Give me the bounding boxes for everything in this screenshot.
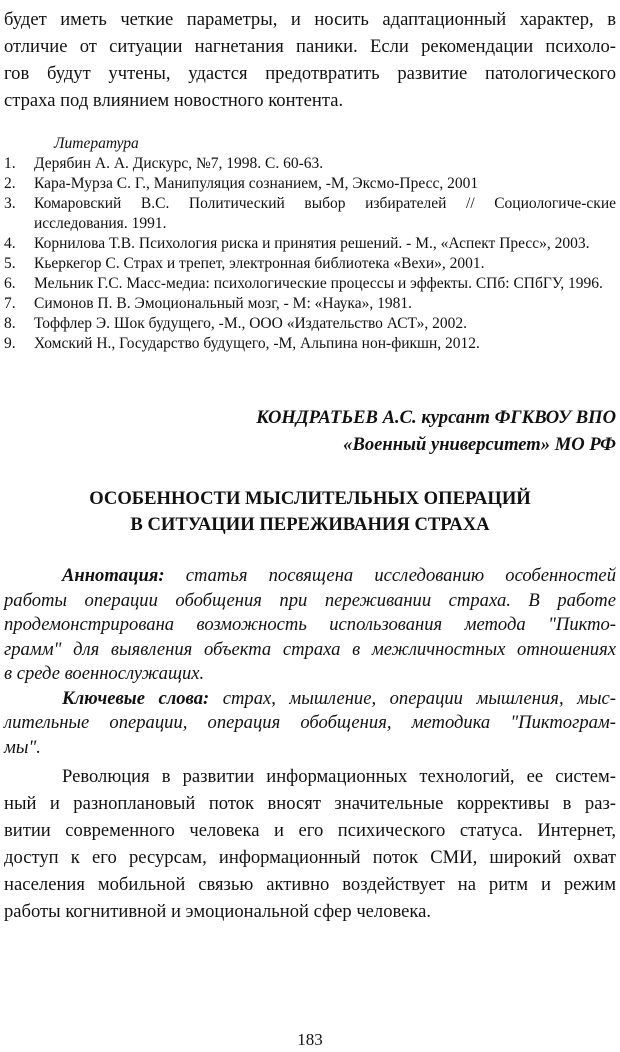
reference-item: 8. Тоффлер Э. Шок будущего, -М., ООО «Издательство АСТ», 2002. [4,315,467,332]
reference-item: 1. Дерябин А. А. Дискурс, №7, 1998. С. 60-63. [4,155,324,172]
text-line: витии современного человека и его психического статуса. Интернет, [4,820,616,841]
reference-item: 9. Хомский Н., Государство будущего, -М, Альпина нон-фикшн, 2012. [4,335,480,352]
text-line: страха под влиянием новостного контента. [4,90,344,111]
reference-item: 5. Кьеркегор С. Страх и трепет, электронная библиотека «Вехи», 2001. [4,255,485,272]
abstract-label: Аннотация: [62,565,165,586]
author-affiliation: «Военный университет» МО РФ [343,434,616,455]
text-line: доступ к его ресурсам, информационный поток СМИ, широкий охват [4,847,616,868]
reference-item: 6. Мельник Г.С. Масс-медиа: психологические процессы и эффекты. СПб: СПбГУ, 1996. [4,275,603,292]
title-line: В СИТУАЦИИ ПЕРЕЖИВАНИЯ СТРАХА [130,514,490,535]
reference-item: 2. Кара-Мурза С. Г., Манипуляция сознанием, -М, Эксмо-Пресс, 2001 [4,175,479,192]
text-line: в среде военнослужащих. [4,663,205,684]
text-line: отличие от ситуации нагнетания паники. Если рекомендации психоло- [4,36,616,57]
text-line: населения мобильной связью активно воздействует на ритм и режим [4,874,616,895]
abstract-first-line: Аннотация: статья посвящена исследованию особенностей [62,565,616,586]
reference-item: 4. Корнилова Т.В. Психология риска и принятия решений. - М., «Аспект Пресс», 2003. [4,235,590,252]
reference-item: 3. Комаровский В.С. Политический выбор избирателей // Социологиче-ские исследования. 1991. [4,195,616,232]
text-line: продемонстрирована возможность использования метода "Пикто- [4,614,616,635]
text-line: лительные операции, операция обобщения, методика "Пиктограм- [4,712,616,733]
text-line: мы". [4,736,41,758]
text-line: гов будут учтены, удастся предотвратить развитие патологического [4,63,616,84]
page-number: 183 [297,1030,323,1049]
page [4,0,616,925]
author-block [4,404,616,458]
title-line: ОСОБЕННОСТИ МЫСЛИТЕЛЬНЫХ ОПЕРАЦИЙ [89,488,531,509]
references-heading: Литература [54,135,139,152]
body-paragraph [4,763,616,925]
abstract-block [4,564,616,760]
keywords-label: Ключевые слова: [62,687,210,709]
intro-paragraph [4,6,616,114]
text-line: Революция в развитии информационных технологий, ее систем- [62,766,616,787]
keywords-first-line: Ключевые слова: страх, мышление, операции мышления, мыс- [62,687,616,709]
text-line: грамм" для выявления объекта страха в межличностных отношениях [4,638,616,660]
text-line: ный и разноплановый поток вносят значительные коррективы в раз- [4,793,616,814]
text-line: работы когнитивной и эмоциональной сфер человека. [4,901,432,922]
reference-item: 7. Симонов П. В. Эмоциональный мозг, - М: «Наука», 1981. [4,295,412,312]
article-title [4,486,616,538]
author-line: КОНДРАТЬЕВ А.С. курсант ФГКВОУ ВПО [256,407,616,428]
references-list [4,154,616,354]
text-line: будет иметь четкие параметры, и носить адаптационный характер, в [4,9,616,30]
text-line: работы операции обобщения при переживании страха. В работе [4,589,616,611]
